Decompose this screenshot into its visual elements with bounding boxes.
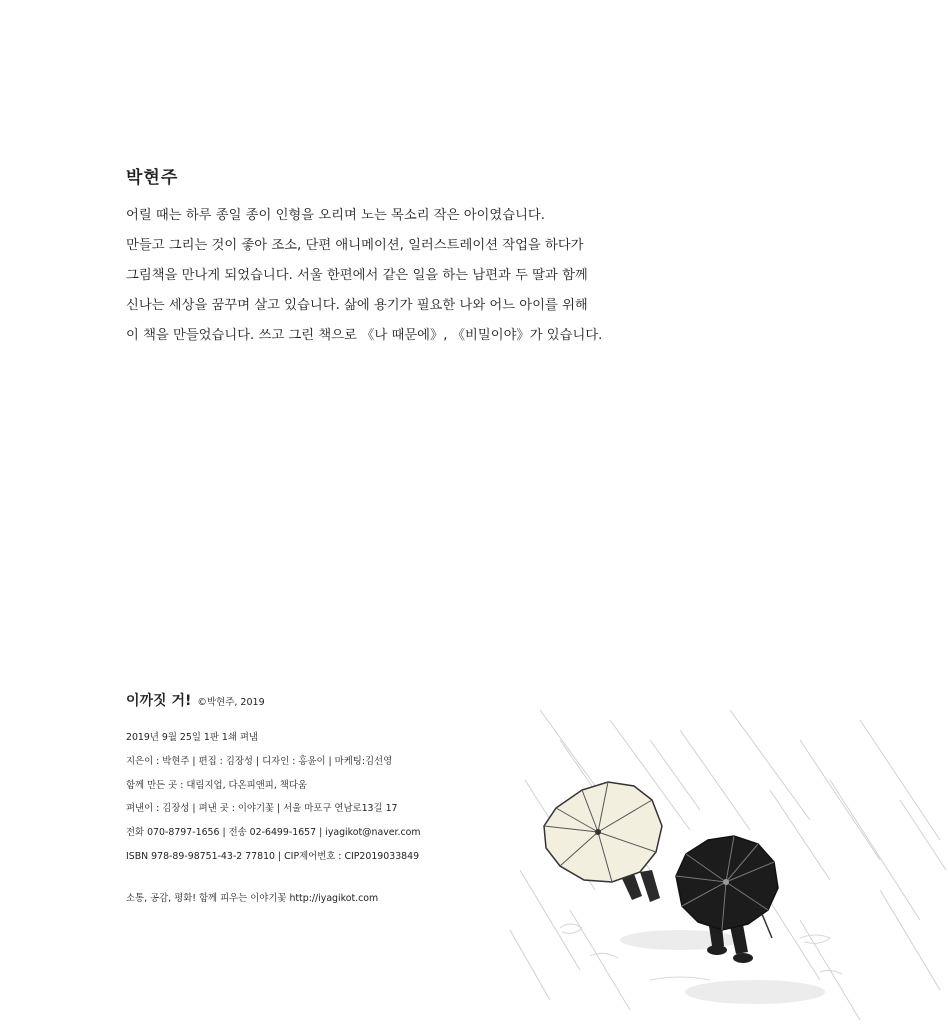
publication-info bbox=[126, 730, 486, 873]
light-umbrella-figure bbox=[544, 782, 662, 902]
publisher-line: 펴낸이 : 김장성 | 펴낸 곳 : 이야기꽃 | 서울 마포구 연남로13길 17 bbox=[126, 803, 398, 815]
bio-line: 어릴 때는 하루 종일 종이 인형을 오리며 노는 목소리 작은 아이였습니다. bbox=[126, 208, 545, 223]
puddle-shadow bbox=[685, 980, 825, 1004]
author-name: 박현주 bbox=[126, 168, 179, 188]
publication-date: 2019년 9월 25일 1판 1쇄 펴냄 bbox=[126, 732, 258, 743]
production-line: 함께 만든 곳 : 대림지업, 다온피앤피, 책다움 bbox=[126, 779, 307, 791]
bio-line: 그림책을 만나게 되었습니다. 서울 한편에서 같은 일을 하는 남편과 두 딸과 함께 bbox=[126, 268, 588, 283]
publisher-slogan: 소통, 공감, 평화! 함께 피우는 이야기꽃 http://iyagikot.com bbox=[126, 893, 379, 904]
author-bio bbox=[126, 205, 626, 355]
book-title: 이까짓 거! bbox=[126, 693, 192, 709]
bio-line: 만들고 그리는 것이 좋아 조소, 단편 애니메이션, 일러스트레이션 작업을 하다가 bbox=[126, 238, 584, 253]
contact-line: 전화 070-8797-1656 | 전송 02-6499-1657 | iyagikot@naver.com bbox=[126, 827, 421, 839]
book-title-row bbox=[126, 690, 265, 710]
bio-line: 신나는 세상을 꿈꾸며 살고 있습니다. 삶에 용기가 필요한 나와 어느 아이를 위해 bbox=[126, 298, 588, 313]
bio-line: 이 책을 만들었습니다. 쓰고 그린 책으로 《나 때문에》, 《비밀이야》가 있습니다. bbox=[126, 328, 603, 343]
isbn-line: ISBN 978-89-98751-43-2 77810 | CIP제어번호 : CIP2019033849 bbox=[126, 850, 420, 862]
copyright-notice: ©박현주, 2019 bbox=[197, 697, 265, 708]
umbrellas-in-rain-illustration bbox=[500, 700, 948, 1024]
credits-line: 지은이 : 박현주 | 편집 : 김장성 | 디자인 : 홍윤이 | 마케팅:김선영 bbox=[126, 755, 393, 767]
